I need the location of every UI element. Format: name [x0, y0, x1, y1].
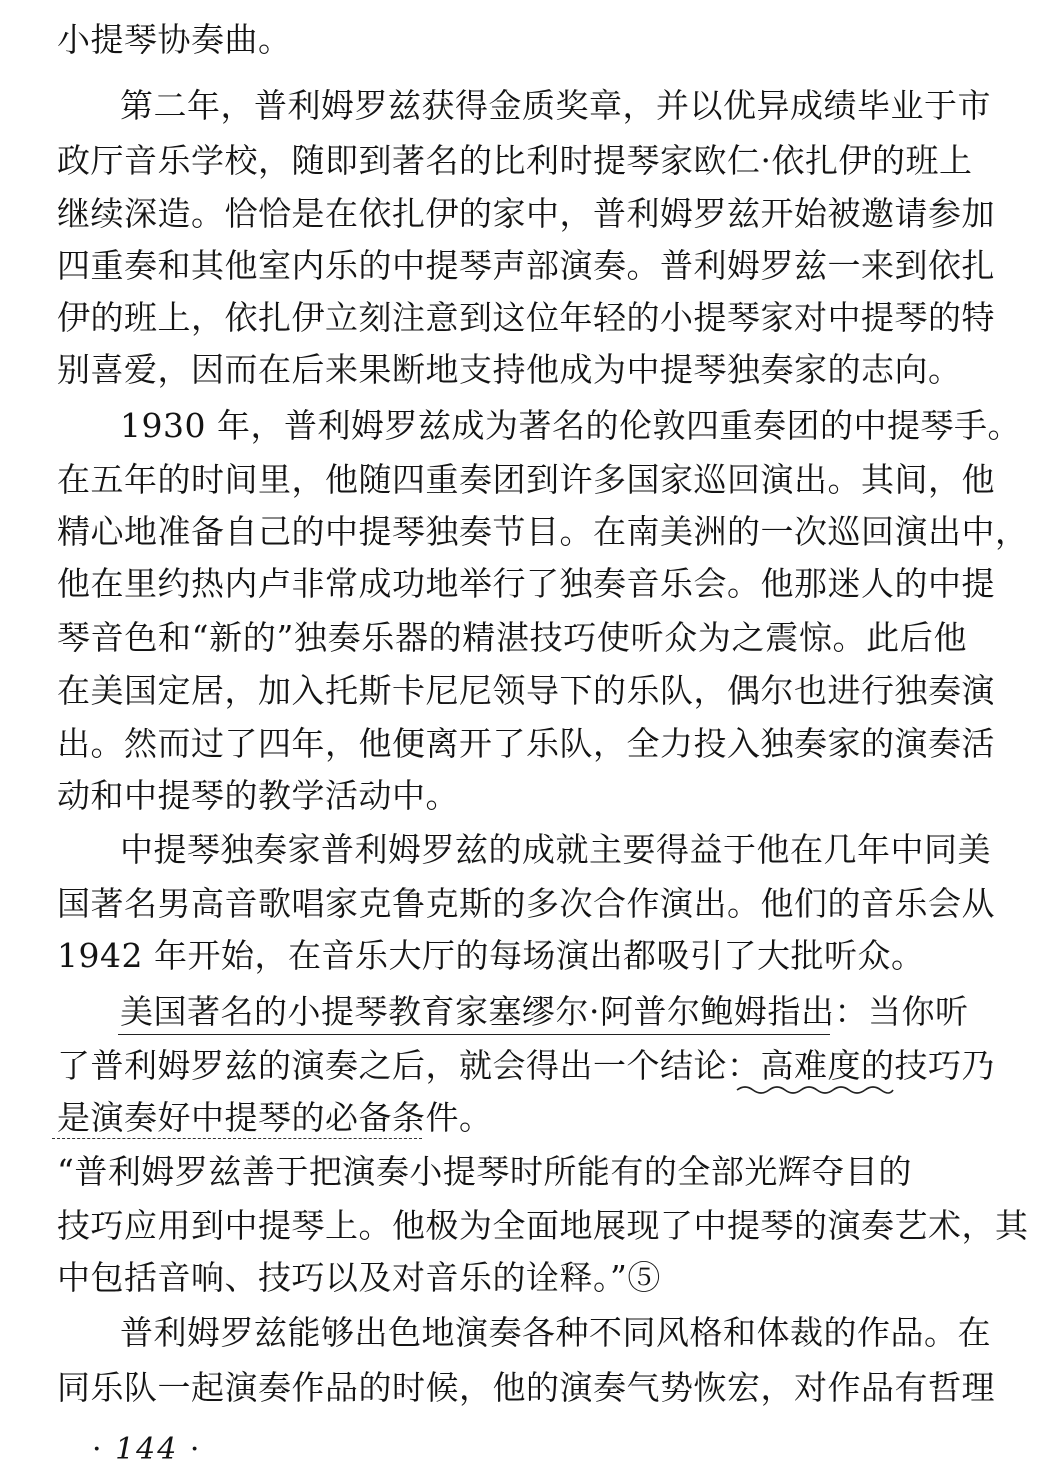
- text-line: 1942 年开始，在音乐大厅的每场演出都吸引了大批听众。: [57, 936, 925, 975]
- pen-wavy-underline: [735, 1082, 895, 1098]
- text-line: 同乐队一起演奏作品的时候，他的演奏气势恢宏，对作品有哲理: [57, 1368, 995, 1407]
- text-line: 他在里约热内卢非常成功地举行了独奏音乐会。他那迷人的中提: [57, 564, 995, 603]
- text-line: 1930 年，普利姆罗兹成为著名的伦敦四重奏团的中提琴手。: [120, 406, 1021, 445]
- text-line: 精心地准备自己的中提琴独奏节目。在南美洲的一次巡回演出中，: [57, 512, 1029, 551]
- text-line: 别喜爱，因而在后来果断地支持他成为中提琴独奏家的志向。: [57, 350, 962, 389]
- text-line: 了普利姆罗兹的演奏之后，就会得出一个结论：高难度的技巧乃: [57, 1046, 995, 1085]
- text-line: 琴音色和“新的”独奏乐器的精湛技巧使听众为之震惊。此后他: [57, 618, 967, 657]
- text-line: 继续深造。恰恰是在依扎伊的家中，普利姆罗兹开始被邀请参加: [57, 194, 995, 233]
- text-line: 小提琴协奏曲。: [57, 20, 292, 59]
- text-line: 在美国定居，加入托斯卡尼尼领导下的乐队，偶尔也进行独奏演: [57, 671, 995, 710]
- text-line: 四重奏和其他室内乐的中提琴声部演奏。普利姆罗兹一来到依扎: [57, 246, 995, 285]
- page-number-value: 144: [115, 1432, 179, 1467]
- text-line: 政厅音乐学校，随即到著名的比利时提琴家欧仁·依扎伊的班上: [57, 141, 973, 180]
- text-line: 中包括音响、技巧以及对音乐的诠释。”⑤: [57, 1258, 661, 1297]
- pen-underline: [118, 1034, 830, 1035]
- text-line: 国著名男高音歌唱家克鲁克斯的多次合作演出。他们的音乐会从: [57, 884, 995, 923]
- pen-dashed-underline: [52, 1138, 422, 1139]
- page-number: [92, 1432, 201, 1467]
- text-line: “普利姆罗兹善于把演奏小提琴时所能有的全部光辉夺目的: [57, 1152, 912, 1191]
- text-line: 在五年的时间里，他随四重奏团到许多国家巡回演出。其间，他: [57, 460, 995, 499]
- text-line: 第二年，普利姆罗兹获得金质奖章，并以优异成绩毕业于市: [120, 86, 991, 125]
- text-line: 是演奏好中提琴的必备条件。: [57, 1098, 493, 1137]
- text-line: 伊的班上，依扎伊立刻注意到这位年轻的小提琴家对中提琴的特: [57, 298, 995, 337]
- folio-dot-left: ·: [92, 1432, 104, 1467]
- text-line: 中提琴独奏家普利姆罗兹的成就主要得益于他在几年中同美: [120, 830, 991, 869]
- text-line: 技巧应用到中提琴上。他极为全面地展现了中提琴的演奏艺术，其: [57, 1206, 1029, 1245]
- text-line: 普利姆罗兹能够出色地演奏各种不同风格和体裁的作品。在: [120, 1313, 991, 1352]
- folio-dot-right: ·: [189, 1432, 202, 1467]
- text-line: 出。然而过了四年，他便离开了乐队，全力投入独奏家的演奏活: [57, 724, 995, 763]
- text-line: 美国著名的小提琴教育家塞缪尔·阿普尔鲍姆指出：当你听: [120, 992, 969, 1031]
- text-line: 动和中提琴的教学活动中。: [57, 776, 459, 815]
